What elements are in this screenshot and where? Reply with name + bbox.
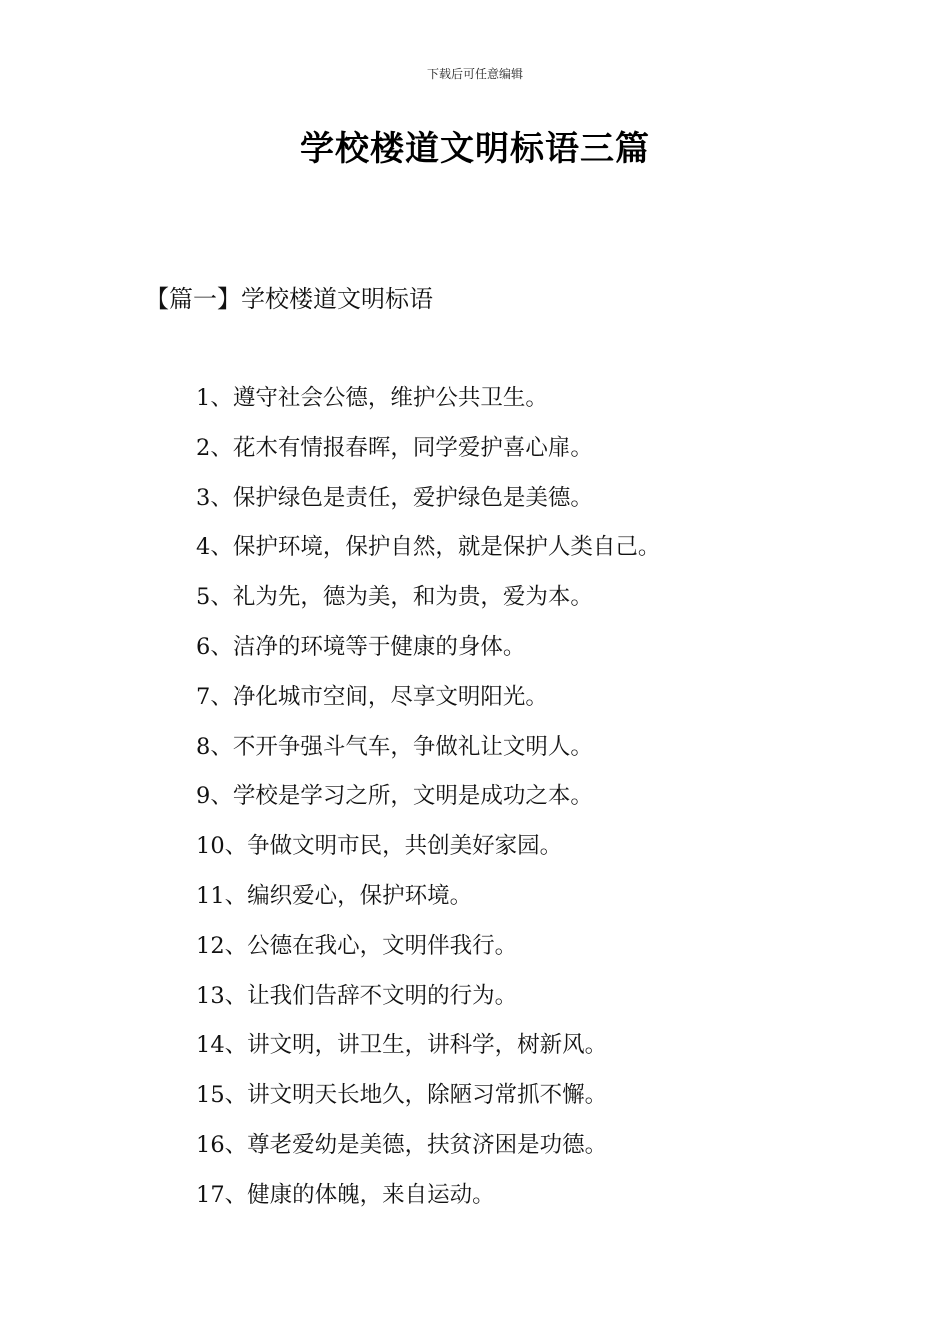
slogan-item: 11、编织爱心，保护环境。 (196, 882, 473, 909)
slogan-item: 1、遵守社会公德，维护公共卫生。 (196, 385, 548, 411)
slogan-item: 15、讲文明天长地久，除陋习常抓不懈。 (196, 1082, 608, 1109)
slogan-item: 6、洁净的环境等于健康的身体。 (196, 633, 526, 660)
slogan-item: 8、不开争强斗气车，争做礼让文明人。 (196, 733, 593, 760)
slogan-item: 12、公德在我心，文明伴我行。 (196, 932, 518, 959)
slogan-item: 14、讲文明，讲卫生，讲科学，树新风。 (196, 1032, 608, 1059)
slogan-item: 5、礼为先，德为美，和为贵，爱为本。 (196, 584, 593, 611)
slogan-item: 4、保护环境，保护自然，就是保护人类自己。 (196, 534, 661, 561)
header-note: 下载后可任意编辑 (426, 67, 523, 81)
slogan-item: 7、净化城市空间，尽享文明阳光。 (196, 683, 548, 710)
section-heading: 【篇一】学校楼道文明标语 (145, 285, 433, 313)
slogan-item: 3、保护绿色是责任，爱护绿色是美德。 (196, 484, 593, 511)
document-title: 学校楼道文明标语三篇 (300, 129, 650, 169)
slogan-item: 17、健康的体魄，来自运动。 (196, 1181, 495, 1208)
slogan-list (196, 378, 896, 1225)
slogan-item: 9、学校是学习之所，文明是成功之本。 (196, 783, 593, 810)
slogan-item: 2、花木有情报春晖，同学爱护喜心扉。 (196, 434, 593, 461)
slogan-item: 10、争做文明市民，共创美好家园。 (196, 833, 563, 860)
slogan-item: 16、尊老爱幼是美德，扶贫济困是功德。 (196, 1131, 608, 1158)
slogan-item: 13、让我们告辞不文明的行为。 (196, 982, 518, 1009)
